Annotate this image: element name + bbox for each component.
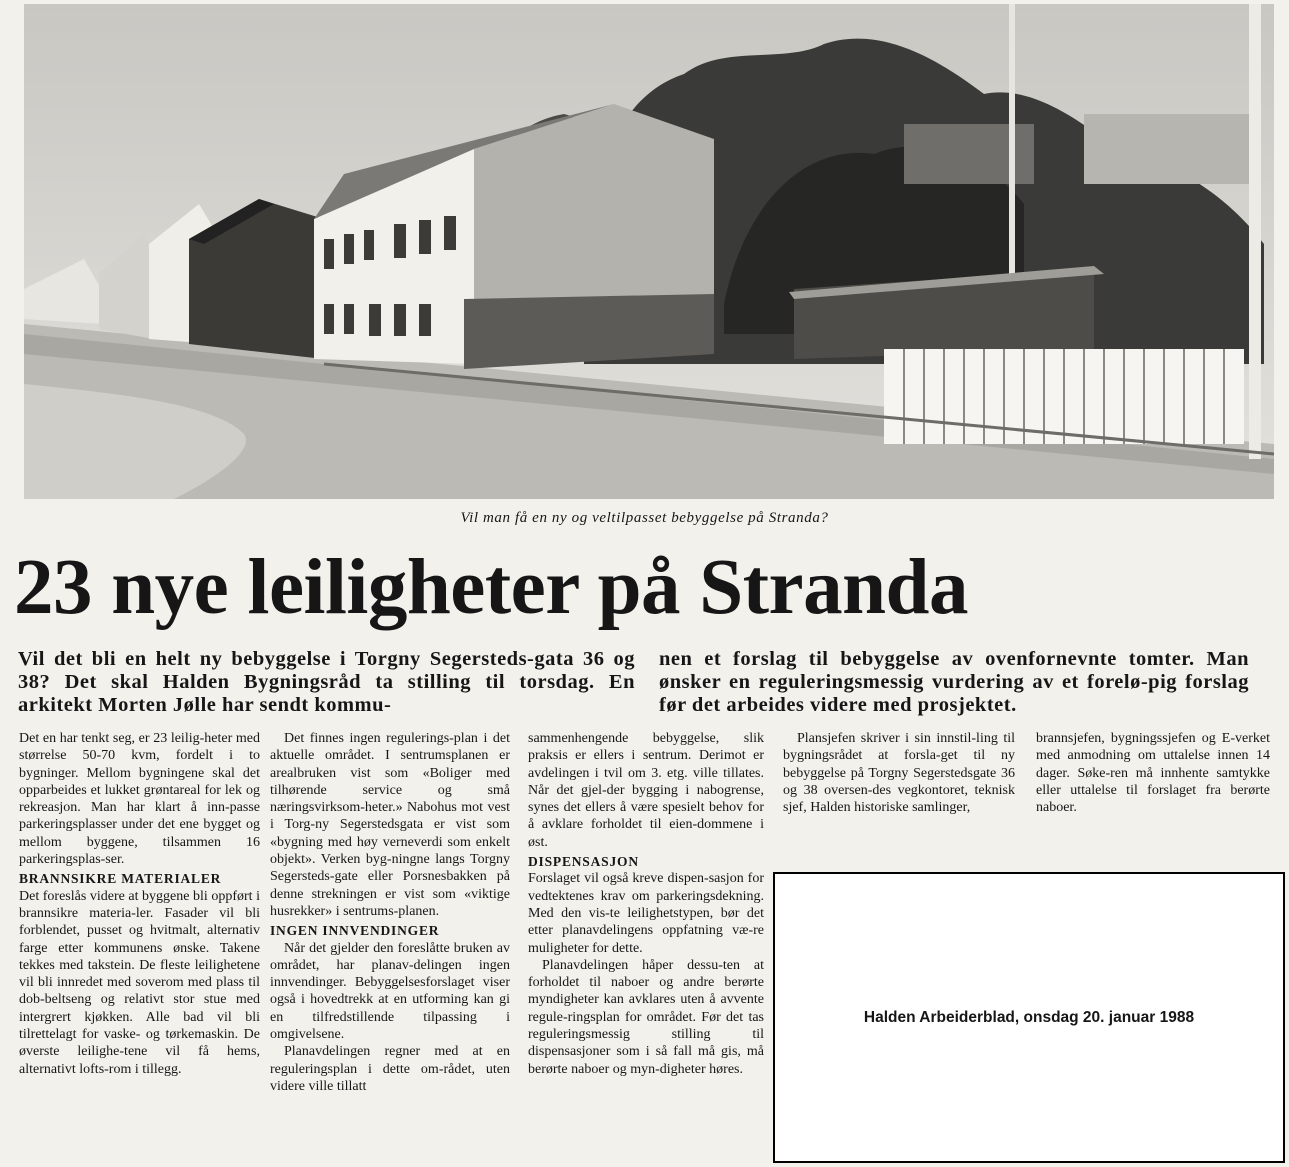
lead-paragraph-part-2: nen et forslag til bebyggelse av ovenfornevnte tomter. Man ønsker en reguleringsmessig vurdering av et forelø-pig forslag før det arbeides videre med prosjektet. (659, 648, 1249, 716)
article-column-3 (528, 730, 764, 1078)
subheading-brannsikre: BRANNSIKRE MATERIALER (19, 871, 222, 887)
body-paragraph: Når det gjelder den foreslåtte bruken av området, har planav-delingen ingen innvendinger. Bebyggelsesforslaget viser også i hovedtrekk at en utforming kan gi en tilfredstillende tilpassing i omgivelsene. (270, 940, 510, 1043)
photo-caption: Vil man få en ny og veltilpasset bebyggelse på Stranda? (460, 510, 829, 526)
source-citation: Halden Arbeiderblad, onsdag 20. januar 1988 (863, 1008, 1195, 1026)
subheading-ingen-innvendinger: INGEN INNVENDINGER (270, 923, 440, 939)
lead-paragraph-part-1: Vil det bli en helt ny bebyggelse i Torgny Segersteds-gata 36 og 38? Det skal Halden Bygningsråd ta stilling til torsdag. En arkitekt Morten Jølle har sendt kommu- (18, 648, 635, 716)
body-paragraph: Det en har tenkt seg, er 23 leilig-heter med størrelse 50-70 kvm, fordelt i to bygninger. Mellom bygningene skal det opparbeides et lukket grøntareal for lek og rekreasjon. Man har klart å inn-passe parkeringsplasser under det ene bygget og mellom byggene, tilsammen 16 parkeringsplas-ser. (19, 731, 260, 868)
body-paragraph: Forslaget vil også kreve dispen-sasjon for vedtektenes krav om parkeringsdekning. Med den vis-te leilighetstypen, bør det etter planavdelingens oppfatning væ-re muligheter for dette. (528, 871, 764, 956)
street-photo-illustration (24, 4, 1274, 499)
article-column-4 (783, 730, 1015, 816)
body-paragraph: Planavdelingen håper dessu-ten at forholdet til naboer og andre berørte myndigheter kan avklares uten å avvente regule-ringsplan for området. Før det tas reguleringsmessig stilling til dispensasjoner som i så fall må gis, må berørte naboer og myn-digheter høres. (528, 957, 764, 1077)
body-paragraph: Det finnes ingen regulerings-plan i det aktuelle området. I sentrumsplanen er arealbruken vist som «Boliger med tilhørende service og små næringsvirksom-heter.» Nabohus mot vest i Torg-ny Segerstedsgata er vist som «bygning med høy verneverdi som enkelt objekt». Verken byg-ningne langs Torgny Segersteds-gate eller Porsnesbakken på denne strekningen er vist som «viktige husrekker» i sentrums-planen. (270, 731, 510, 919)
subheading-dispensasjon: DISPENSASJON (528, 854, 639, 870)
source-citation-box (773, 872, 1285, 1163)
article-column-5 (1036, 730, 1270, 816)
body-paragraph: Plansjefen skriver i sin innstil-ling til bygningsrådet at forsla-get til ny bebyggelse på Torgny Segerstedsgate 36 og 38 oversen-des vegkontoret, teknisk sjef, Halden historiske samlinger, (783, 731, 1015, 816)
headline: 23 nye leiligheter på Stranda (14, 544, 968, 631)
body-paragraph: Planavdelingen regner med at en reguleringsplan i dette om-rådet, uten videre ville tillatt (270, 1044, 510, 1094)
street-photo (24, 4, 1274, 499)
article-column-2 (270, 730, 510, 1095)
body-paragraph: brannsjefen, bygningssjefen og E-verket med anmodning om uttalelse innen 14 dager. Søke-ren må innhente samtykke eller uttalelse til forslaget fra berørte naboer. (1036, 731, 1270, 816)
article-column-1 (19, 730, 260, 1078)
body-paragraph: sammenhengende bebyggelse, slik praksis er ellers i sentrum. Derimot er avdelingen i tvil om 3. etg. ville tillates. Når det gjel-der bygging i nabogrense, synes det ellers å være spesielt behov for å avklare forholdet til eien-dommene i øst. (528, 731, 764, 850)
body-paragraph: Det foreslås videre at byggene bli oppført i brannsikre materia-ler. Fasader vil bli forblendet, pusset og hvitmalt, alternativ farge etter kommunens ønske. Takene tekkes med takstein. De fleste leilighetene vil bli innredet med soverom med plass til dob-beltseng og relativt stor stue med intergrert kjøkken. Alle bad vil bli tilrettelagt for vaske- og tørkemaskin. De øverste leilighe-tene vil få hems, alternativt lofts-rom i tillegg. (19, 888, 260, 1077)
